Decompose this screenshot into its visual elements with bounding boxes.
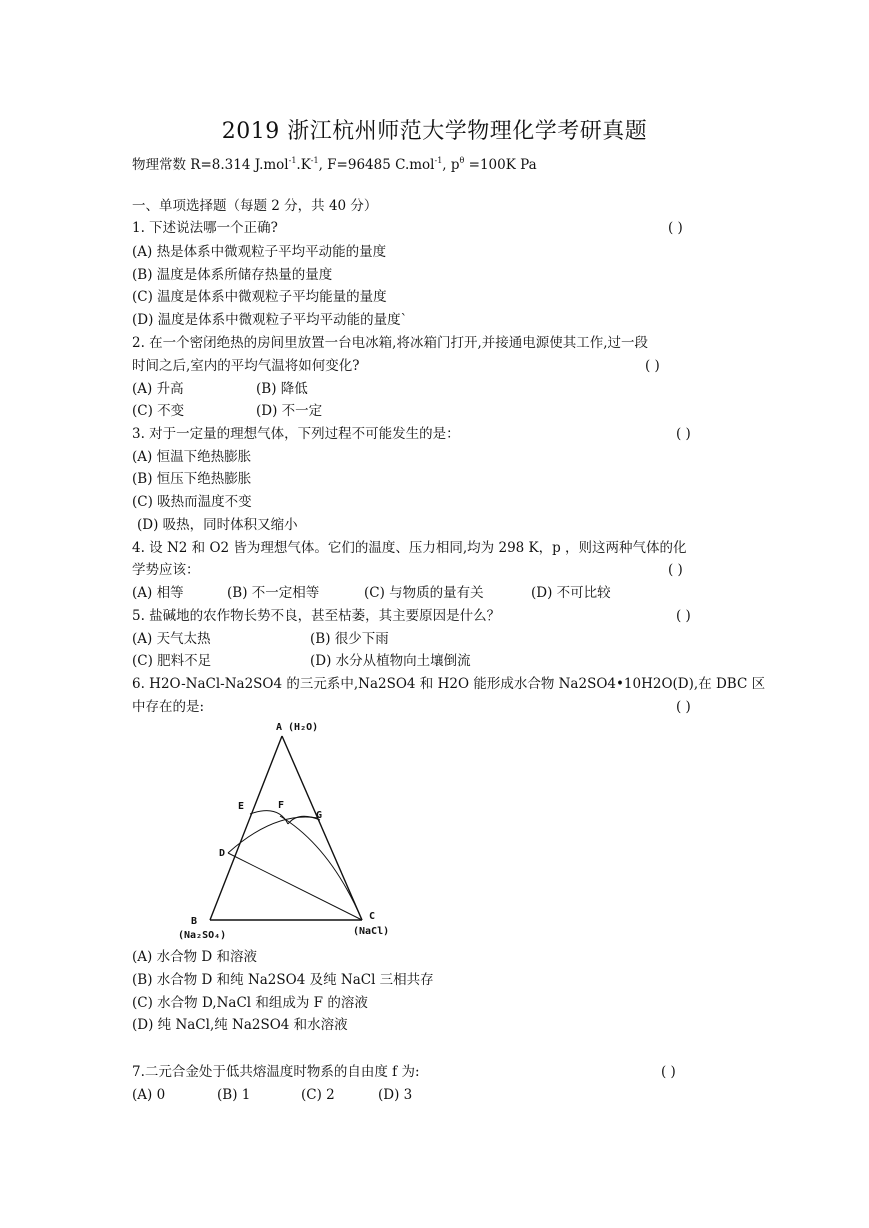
q6-option-a: (A) 水合物 D 和溶液 (132, 949, 257, 965)
q7-stem: 7.二元合金处于低共熔温度时物系的自由度 f 为: (132, 1064, 420, 1080)
vertex-c-compound: (NaCl) (353, 926, 390, 937)
q6-answer-blank: ( ) (676, 699, 691, 715)
q4-option-a: (A) 相等 (132, 585, 184, 601)
constants-prefix: 物理常数 R=8.314 J.mol (132, 157, 289, 173)
q6-option-d: (D) 纯 NaCl,纯 Na2SO4 和水溶液 (132, 1017, 348, 1033)
q7-option-d: (D) 3 (378, 1087, 413, 1103)
vertex-c-label: C (369, 911, 376, 922)
q4-option-c: (C) 与物质的量有关 (364, 585, 484, 601)
page-title: 2019 浙江杭州师范大学物理化学考研真题 (221, 119, 648, 144)
q5-answer-blank: ( ) (676, 608, 691, 624)
q3-stem: 3. 对于一定量的理想气体，下列过程不可能发生的是： (132, 426, 460, 442)
q2-option-c: (C) 不变 (132, 403, 185, 419)
q7-option-c: (C) 2 (301, 1087, 335, 1103)
q1-option-d: (D) 温度是体系中微观粒子平均平动能的量度` (132, 312, 408, 328)
section-heading: 一、单项选择题（每题 2 分，共 40 分） (132, 198, 378, 214)
q6-stem-line1: 6. H2O-NaCl-Na2SO4 的三元系中,Na2SO4 和 H2O 能形成水合物 Na2SO4•10H2O(D),在 DBC 区 (132, 676, 766, 692)
point-f-label: F (278, 800, 285, 811)
q6-stem-line2: 中存在的是: (132, 699, 205, 715)
k-unit: .K (296, 157, 311, 173)
pressure-standard-mark: θ (459, 156, 465, 165)
q1-stem: 1. 下述说法哪一个正确? (132, 220, 278, 236)
q1-option-c: (C) 温度是体系中微观粒子平均能量的量度 (132, 289, 387, 305)
q1-answer-blank: ( ) (668, 220, 683, 236)
q6-option-c: (C) 水合物 D,NaCl 和组成为 F 的溶液 (132, 995, 368, 1011)
curve-d-to-g (228, 817, 318, 853)
k-exponent: -1 (310, 156, 319, 165)
q4-option-b: (B) 不一定相等 (227, 585, 320, 601)
q3-option-a: (A) 恒温下绝热膨胀 (132, 449, 252, 465)
ternary-phase-diagram (170, 716, 410, 946)
triangle-edge-ab (210, 736, 285, 920)
q4-option-d: (D) 不可比较 (531, 585, 611, 601)
q2-option-a: (A) 升高 (132, 381, 184, 397)
q2-answer-blank: ( ) (645, 358, 660, 374)
q5-option-d: (D) 水分从植物向土壤倒流 (310, 653, 471, 669)
q3-option-c: (C) 吸热而温度不变 (132, 494, 252, 510)
q5-option-c: (C) 肥料不足 (132, 653, 212, 669)
physical-constants (132, 152, 537, 174)
q5-option-b: (B) 很少下雨 (310, 631, 389, 647)
pressure-value: =100K Pa (464, 157, 537, 173)
q2-stem-line1: 2. 在一个密闭绝热的房间里放置一台电冰箱,将冰箱门打开,并接通电源使其工作,过一段 (132, 335, 649, 351)
point-g-label: G (316, 810, 323, 821)
q7-answer-blank: ( ) (661, 1064, 676, 1080)
q1-option-b: (B) 温度是体系所储存热量的量度 (132, 267, 333, 283)
vertex-b-compound: (Na₂SO₄) (178, 930, 227, 941)
q5-stem: 5. 盐碱地的农作物长势不良，甚至枯萎，其主要原因是什么？ (132, 608, 501, 624)
tie-line-dc (228, 853, 362, 920)
pressure-symbol: , p (442, 157, 460, 173)
q5-option-a: (A) 天气太热 (132, 631, 211, 647)
q1-option-a: (A) 热是体系中微观粒子平均平动能的量度 (132, 244, 387, 260)
r-exponent: -1 (288, 156, 297, 165)
point-e-label: E (238, 801, 245, 812)
triangle-edge-ac (282, 736, 362, 920)
f-exponent: -1 (434, 156, 443, 165)
q2-option-b: (B) 降低 (256, 381, 308, 397)
q4-answer-blank: ( ) (668, 562, 683, 578)
q4-stem-line2: 学势应该： (132, 562, 200, 578)
q7-option-a: (A) 0 (132, 1087, 166, 1103)
q3-option-d: (D) 吸热，同时体积又缩小 (137, 517, 298, 533)
q2-stem-line2: 时间之后,室内的平均气温将如何变化? (132, 358, 360, 374)
q3-answer-blank: ( ) (676, 426, 691, 442)
faraday-constant: , F=96485 C.mol (318, 157, 435, 173)
curve-f-to-c (280, 816, 362, 920)
q2-option-d: (D) 不一定 (256, 403, 323, 419)
q7-option-b: (B) 1 (217, 1087, 251, 1103)
vertex-b-label: B (191, 916, 198, 927)
q3-option-b: (B) 恒压下绝热膨胀 (132, 471, 252, 487)
vertex-a-label: A (H₂O) (276, 722, 319, 733)
q4-stem-line1: 4. 设 N2 和 O2 皆为理想气体。它们的温度、压力相同,均为 298 K，p ，则这两种气体的化 (132, 540, 687, 556)
q6-option-b: (B) 水合物 D 和纯 Na2SO4 及纯 NaCl 三相共存 (132, 972, 434, 988)
point-d-label: D (219, 848, 226, 859)
